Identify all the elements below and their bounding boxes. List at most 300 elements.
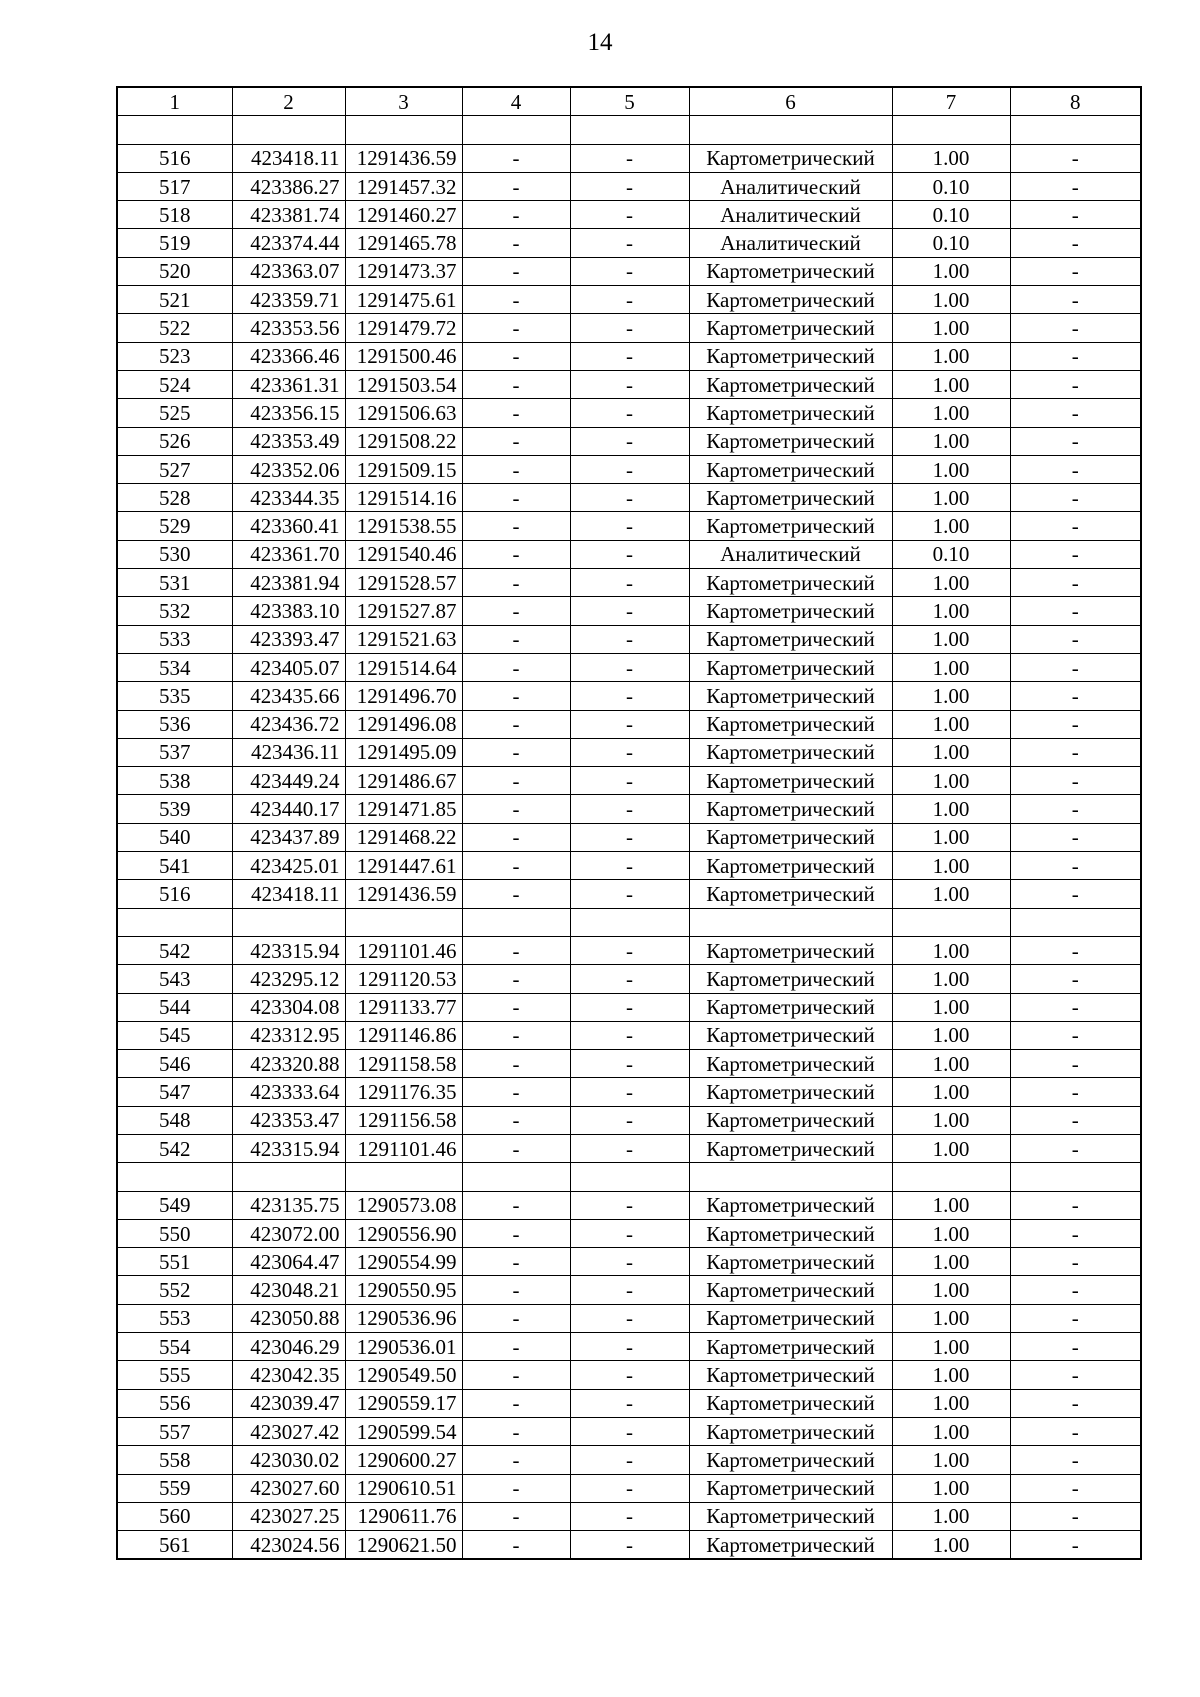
table-row [117,201,1141,229]
col-5-cell: - [570,370,689,398]
col-4-cell: - [462,767,570,795]
accuracy-cell: 1.00 [892,767,1010,795]
col-8-cell: - [1010,201,1141,229]
table-row [117,1134,1141,1162]
table-row [117,710,1141,738]
table-row [117,286,1141,314]
method-cell: Картометрический [689,144,892,172]
col-8-cell: - [1010,1417,1141,1445]
col-4-cell: - [462,314,570,342]
point-number-cell [117,116,232,144]
col-4-cell: - [462,427,570,455]
coord-x-cell: 423435.66 [232,682,345,710]
table-row [117,229,1141,257]
col-8-cell: - [1010,540,1141,568]
coord-y-cell: 1291496.70 [345,682,462,710]
header-cell: 7 [892,87,1010,116]
point-number-cell: 555 [117,1361,232,1389]
accuracy-cell: 1.00 [892,1389,1010,1417]
col-8-cell: - [1010,1446,1141,1474]
method-cell: Картометрический [689,852,892,880]
col-4-cell: - [462,1078,570,1106]
header-cell: 5 [570,87,689,116]
accuracy-cell: 1.00 [892,484,1010,512]
method-cell: Картометрический [689,1502,892,1530]
header-cell: 1 [117,87,232,116]
table-row [117,370,1141,398]
col-8-cell: - [1010,569,1141,597]
point-number-cell: 554 [117,1333,232,1361]
col-5-cell: - [570,1333,689,1361]
coord-y-cell: 1291176.35 [345,1078,462,1106]
method-cell: Картометрический [689,880,892,908]
col-8-cell: - [1010,286,1141,314]
table-row [117,427,1141,455]
method-cell: Картометрический [689,1333,892,1361]
coord-x-cell: 423437.89 [232,823,345,851]
col-8-cell: - [1010,880,1141,908]
col-5-cell: - [570,1474,689,1502]
col-5-cell: - [570,484,689,512]
coord-y-cell: 1291447.61 [345,852,462,880]
coord-x-cell: 423353.56 [232,314,345,342]
col-8-cell: - [1010,823,1141,851]
method-cell: Картометрический [689,1219,892,1247]
accuracy-cell: 1.00 [892,1446,1010,1474]
col-5-cell: - [570,1531,689,1560]
col-5-cell: - [570,1276,689,1304]
col-4-cell: - [462,484,570,512]
point-number-cell: 528 [117,484,232,512]
accuracy-cell: 1.00 [892,342,1010,370]
coord-y-cell: 1290600.27 [345,1446,462,1474]
accuracy-cell: 0.10 [892,540,1010,568]
point-number-cell: 539 [117,795,232,823]
coord-y-cell: 1291133.77 [345,993,462,1021]
col-5-cell: - [570,795,689,823]
coord-y-cell: 1291468.22 [345,823,462,851]
table-row [117,767,1141,795]
accuracy-cell: 1.00 [892,455,1010,483]
table-row [117,569,1141,597]
col-4-cell [462,1163,570,1191]
col-4-cell: - [462,144,570,172]
accuracy-cell: 1.00 [892,1333,1010,1361]
col-4-cell: - [462,597,570,625]
coord-y-cell: 1291473.37 [345,257,462,285]
table-row [117,1106,1141,1134]
coord-y-cell: 1291496.08 [345,710,462,738]
point-number-cell: 557 [117,1417,232,1445]
coord-y-cell: 1291475.61 [345,286,462,314]
table-row [117,1361,1141,1389]
method-cell: Картометрический [689,1361,892,1389]
point-number-cell: 552 [117,1276,232,1304]
coord-x-cell: 423356.15 [232,399,345,427]
coord-y-cell: 1291436.59 [345,144,462,172]
coord-x-cell: 423344.35 [232,484,345,512]
coord-x-cell: 423072.00 [232,1219,345,1247]
coord-x-cell: 423027.42 [232,1417,345,1445]
point-number-cell: 519 [117,229,232,257]
page-number: 14 [587,29,613,56]
accuracy-cell: 1.00 [892,427,1010,455]
col-5-cell [570,1163,689,1191]
col-4-cell: - [462,540,570,568]
point-number-cell: 544 [117,993,232,1021]
coord-y-cell: 1291503.54 [345,370,462,398]
col-8-cell: - [1010,1021,1141,1049]
col-8-cell: - [1010,682,1141,710]
col-5-cell: - [570,1304,689,1332]
coord-y-cell: 1291457.32 [345,172,462,200]
method-cell: Картометрический [689,427,892,455]
col-5-cell: - [570,767,689,795]
accuracy-cell: 1.00 [892,399,1010,427]
coord-y-cell: 1291486.67 [345,767,462,795]
header-cell: 2 [232,87,345,116]
col-8-cell: - [1010,1361,1141,1389]
accuracy-cell: 1.00 [892,1502,1010,1530]
table-row [117,172,1141,200]
col-4-cell: - [462,1191,570,1219]
table-row [117,625,1141,653]
coord-x-cell: 423374.44 [232,229,345,257]
coord-x-cell: 423024.56 [232,1531,345,1560]
coord-x-cell: 423353.47 [232,1106,345,1134]
col-8-cell [1010,116,1141,144]
point-number-cell: 517 [117,172,232,200]
table-row [117,540,1141,568]
point-number-cell: 536 [117,710,232,738]
col-8-cell: - [1010,1248,1141,1276]
table-row [117,1304,1141,1332]
method-cell: Картометрический [689,286,892,314]
col-5-cell: - [570,1361,689,1389]
col-5-cell: - [570,229,689,257]
accuracy-cell: 1.00 [892,370,1010,398]
coord-x-cell [232,116,345,144]
col-5-cell: - [570,172,689,200]
col-5-cell: - [570,965,689,993]
method-cell: Картометрический [689,936,892,964]
col-4-cell: - [462,965,570,993]
coord-x-cell: 423360.41 [232,512,345,540]
col-4-cell: - [462,1276,570,1304]
col-4-cell: - [462,823,570,851]
col-5-cell: - [570,512,689,540]
coord-x-cell: 423383.10 [232,597,345,625]
col-5-cell: - [570,936,689,964]
col-4-cell: - [462,1106,570,1134]
col-8-cell: - [1010,257,1141,285]
accuracy-cell: 1.00 [892,682,1010,710]
table-row [117,1417,1141,1445]
point-number-cell: 525 [117,399,232,427]
coord-y-cell: 1291514.16 [345,484,462,512]
accuracy-cell: 1.00 [892,1021,1010,1049]
method-cell: Картометрический [689,1050,892,1078]
col-4-cell: - [462,1219,570,1247]
col-4-cell: - [462,1361,570,1389]
coord-x-cell: 423361.31 [232,370,345,398]
col-4-cell: - [462,172,570,200]
point-number-cell: 546 [117,1050,232,1078]
col-4-cell: - [462,852,570,880]
col-8-cell: - [1010,172,1141,200]
coord-x-cell: 423361.70 [232,540,345,568]
coord-x-cell: 423135.75 [232,1191,345,1219]
col-4-cell: - [462,201,570,229]
point-number-cell: 524 [117,370,232,398]
col-8-cell: - [1010,1474,1141,1502]
method-cell: Картометрический [689,625,892,653]
col-5-cell: - [570,1134,689,1162]
method-cell: Картометрический [689,1276,892,1304]
method-cell: Картометрический [689,823,892,851]
accuracy-cell: 1.00 [892,1078,1010,1106]
col-5-cell: - [570,569,689,597]
point-number-cell: 533 [117,625,232,653]
point-number-cell: 529 [117,512,232,540]
table-row [117,1021,1141,1049]
coord-x-cell: 423050.88 [232,1304,345,1332]
accuracy-cell: 1.00 [892,625,1010,653]
coord-y-cell: 1291500.46 [345,342,462,370]
coord-x-cell: 423333.64 [232,1078,345,1106]
col-8-cell: - [1010,512,1141,540]
col-4-cell: - [462,1134,570,1162]
separator-row [117,908,1141,936]
accuracy-cell: 1.00 [892,823,1010,851]
table-row [117,823,1141,851]
table-row [117,1502,1141,1530]
coord-y-cell: 1291460.27 [345,201,462,229]
coord-y-cell: 1291506.63 [345,399,462,427]
coordinates-table [116,86,1142,1560]
col-5-cell: - [570,1248,689,1276]
point-number-cell: 543 [117,965,232,993]
accuracy-cell: 1.00 [892,1417,1010,1445]
col-5-cell: - [570,455,689,483]
col-5-cell: - [570,1502,689,1530]
method-cell: Картометрический [689,484,892,512]
coord-x-cell: 423425.01 [232,852,345,880]
point-number-cell: 561 [117,1531,232,1560]
coord-y-cell: 1291508.22 [345,427,462,455]
col-4-cell: - [462,993,570,1021]
coord-y-cell: 1290573.08 [345,1191,462,1219]
point-number-cell [117,908,232,936]
col-8-cell: - [1010,965,1141,993]
coord-y-cell: 1290559.17 [345,1389,462,1417]
coord-x-cell: 423042.35 [232,1361,345,1389]
coord-y-cell: 1291514.64 [345,653,462,681]
col-5-cell: - [570,823,689,851]
method-cell [689,1163,892,1191]
table-row [117,1333,1141,1361]
table-row [117,399,1141,427]
coord-x-cell: 423359.71 [232,286,345,314]
accuracy-cell: 1.00 [892,653,1010,681]
col-8-cell: - [1010,144,1141,172]
method-cell: Картометрический [689,710,892,738]
point-number-cell: 541 [117,852,232,880]
accuracy-cell: 1.00 [892,1531,1010,1560]
separator-row [117,1163,1141,1191]
coord-y-cell: 1290549.50 [345,1361,462,1389]
method-cell: Картометрический [689,1474,892,1502]
method-cell: Аналитический [689,172,892,200]
method-cell: Картометрический [689,1389,892,1417]
col-8-cell: - [1010,427,1141,455]
point-number-cell: 526 [117,427,232,455]
coord-x-cell: 423315.94 [232,936,345,964]
col-4-cell: - [462,795,570,823]
coord-y-cell: 1290599.54 [345,1417,462,1445]
table-row [117,1078,1141,1106]
table-row [117,1248,1141,1276]
accuracy-cell: 1.00 [892,286,1010,314]
accuracy-cell [892,116,1010,144]
col-5-cell: - [570,1191,689,1219]
point-number-cell: 516 [117,880,232,908]
accuracy-cell: 1.00 [892,1191,1010,1219]
method-cell [689,908,892,936]
coord-y-cell: 1290610.51 [345,1474,462,1502]
col-5-cell: - [570,1106,689,1134]
coord-x-cell: 423381.94 [232,569,345,597]
accuracy-cell: 1.00 [892,880,1010,908]
method-cell: Картометрический [689,653,892,681]
col-5-cell: - [570,1219,689,1247]
accuracy-cell: 1.00 [892,710,1010,738]
accuracy-cell: 1.00 [892,512,1010,540]
coord-y-cell: 1290556.90 [345,1219,462,1247]
col-5-cell: - [570,286,689,314]
col-5-cell: - [570,144,689,172]
table-row [117,880,1141,908]
coord-x-cell: 423027.25 [232,1502,345,1530]
col-8-cell: - [1010,852,1141,880]
method-cell: Картометрический [689,682,892,710]
table-row [117,1389,1141,1417]
point-number-cell: 532 [117,597,232,625]
col-8-cell: - [1010,993,1141,1021]
coord-x-cell: 423027.60 [232,1474,345,1502]
col-8-cell: - [1010,710,1141,738]
point-number-cell: 521 [117,286,232,314]
accuracy-cell [892,908,1010,936]
coord-x-cell: 423418.11 [232,880,345,908]
col-5-cell: - [570,1446,689,1474]
col-8-cell: - [1010,1531,1141,1560]
method-cell: Картометрический [689,399,892,427]
col-8-cell: - [1010,314,1141,342]
table-row [117,484,1141,512]
method-cell: Картометрический [689,1106,892,1134]
col-4-cell: - [462,1531,570,1560]
table-row [117,1474,1141,1502]
coord-x-cell: 423449.24 [232,767,345,795]
accuracy-cell: 1.00 [892,144,1010,172]
table-row [117,795,1141,823]
table-row [117,342,1141,370]
col-5-cell: - [570,257,689,285]
col-5-cell: - [570,342,689,370]
col-4-cell: - [462,1304,570,1332]
col-4-cell [462,908,570,936]
coord-x-cell: 423304.08 [232,993,345,1021]
col-8-cell: - [1010,738,1141,766]
col-4-cell: - [462,710,570,738]
accuracy-cell: 1.00 [892,936,1010,964]
accuracy-cell: 1.00 [892,1248,1010,1276]
col-4-cell: - [462,342,570,370]
header-row [117,87,1141,116]
col-5-cell: - [570,427,689,455]
accuracy-cell: 1.00 [892,795,1010,823]
col-4-cell: - [462,1333,570,1361]
coord-y-cell: 1291101.46 [345,936,462,964]
col-4-cell: - [462,1050,570,1078]
accuracy-cell: 1.00 [892,1050,1010,1078]
point-number-cell: 551 [117,1248,232,1276]
col-5-cell: - [570,993,689,1021]
col-5-cell: - [570,201,689,229]
coord-y-cell: 1290536.01 [345,1333,462,1361]
table-row [117,653,1141,681]
point-number-cell: 538 [117,767,232,795]
accuracy-cell: 1.00 [892,314,1010,342]
col-8-cell: - [1010,1134,1141,1162]
header-cell: 8 [1010,87,1141,116]
coord-x-cell: 423363.07 [232,257,345,285]
table-row [117,257,1141,285]
table-row [117,1050,1141,1078]
method-cell: Картометрический [689,314,892,342]
col-5-cell: - [570,597,689,625]
accuracy-cell: 0.10 [892,201,1010,229]
col-5-cell: - [570,540,689,568]
method-cell: Картометрический [689,569,892,597]
col-4-cell: - [462,1502,570,1530]
point-number-cell: 560 [117,1502,232,1530]
table-row [117,738,1141,766]
col-4-cell [462,116,570,144]
col-4-cell: - [462,1417,570,1445]
col-8-cell: - [1010,1106,1141,1134]
point-number-cell: 520 [117,257,232,285]
coord-x-cell: 423315.94 [232,1134,345,1162]
coord-x-cell: 423312.95 [232,1021,345,1049]
point-number-cell: 553 [117,1304,232,1332]
coord-y-cell: 1291528.57 [345,569,462,597]
method-cell: Картометрический [689,1446,892,1474]
col-4-cell: - [462,370,570,398]
col-5-cell: - [570,1050,689,1078]
col-8-cell: - [1010,1219,1141,1247]
col-8-cell: - [1010,370,1141,398]
table-row [117,965,1141,993]
method-cell: Картометрический [689,1417,892,1445]
separator-row [117,116,1141,144]
method-cell: Картометрический [689,512,892,540]
table-row [117,144,1141,172]
coord-y-cell: 1291509.15 [345,455,462,483]
coord-x-cell: 423418.11 [232,144,345,172]
coord-x-cell: 423046.29 [232,1333,345,1361]
